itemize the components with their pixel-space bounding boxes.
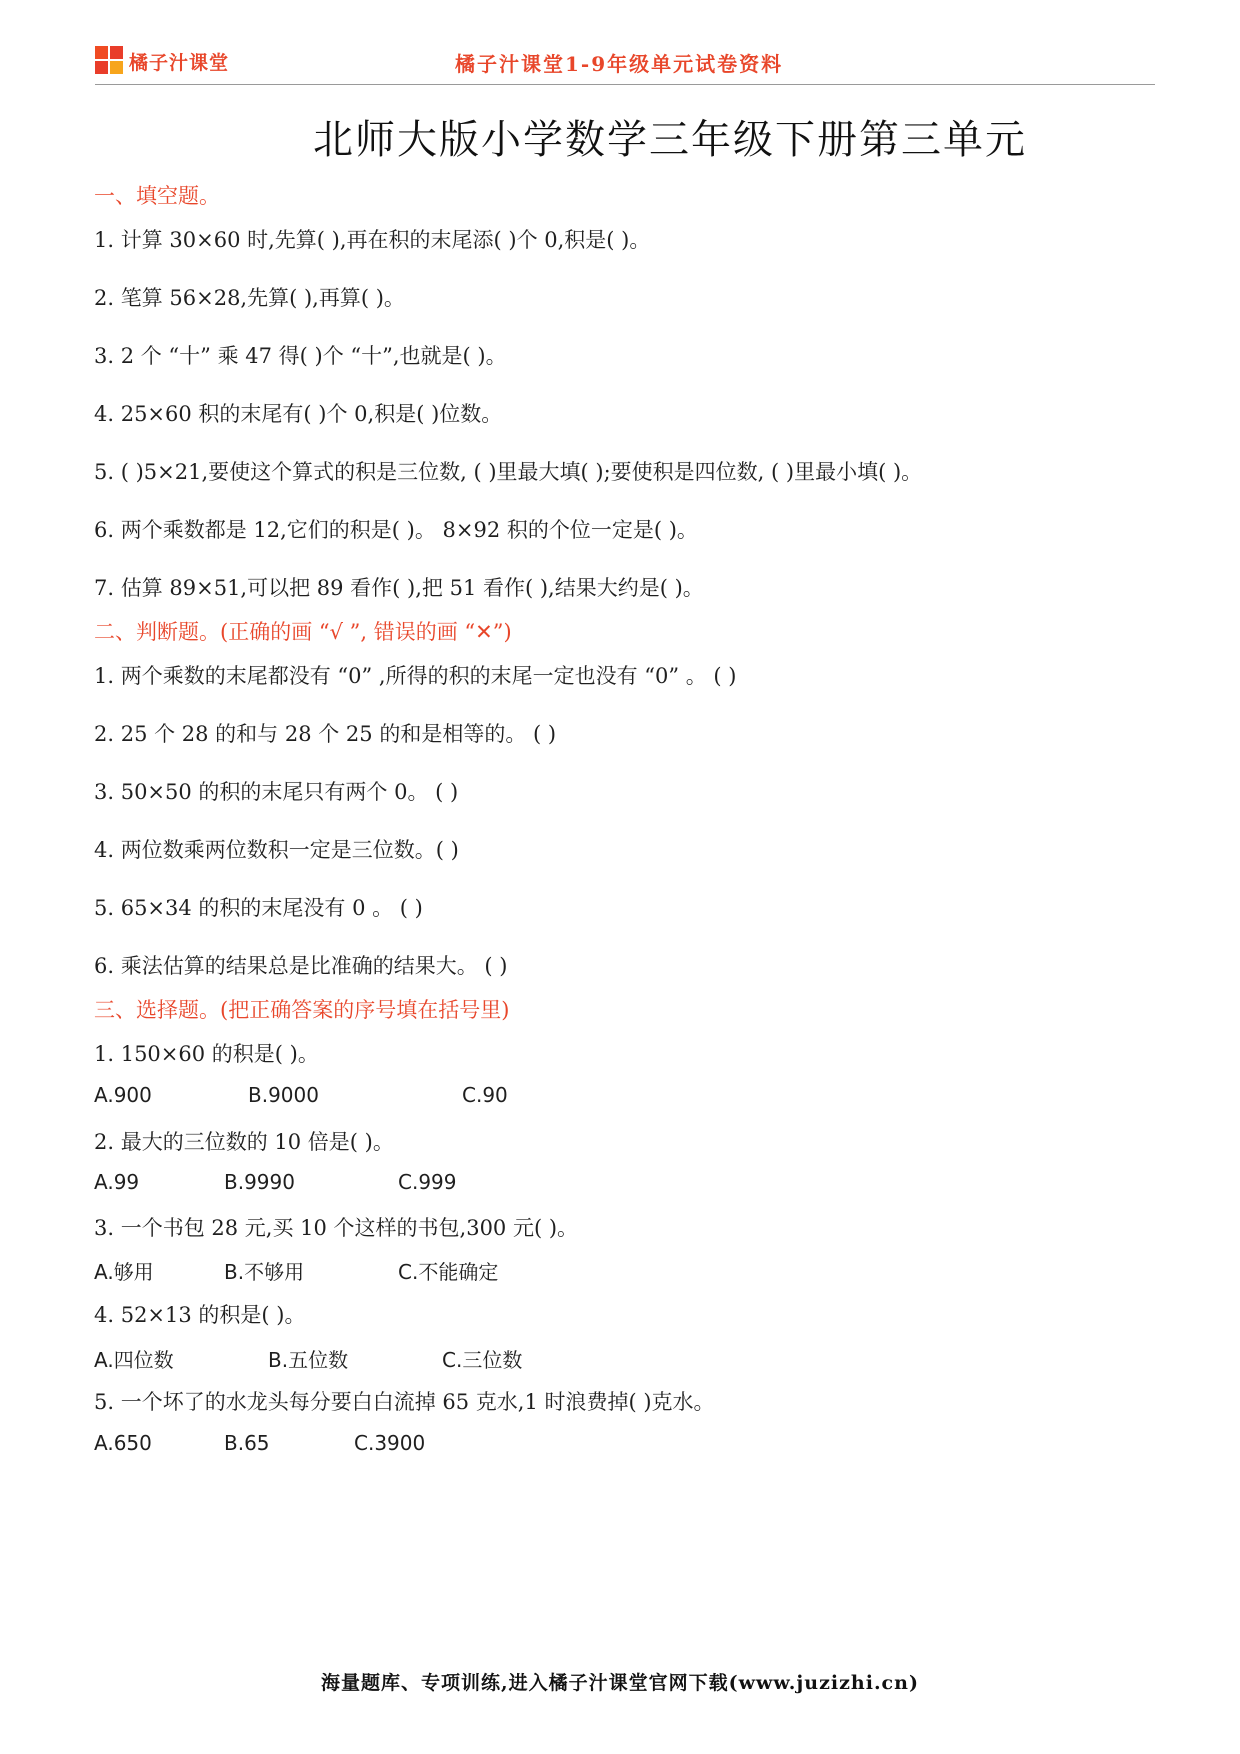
choice-question-4: 4. 52×13 的积是( )。 <box>94 1303 306 1327</box>
choice-question-2: 2. 最大的三位数的 10 倍是( )。 <box>94 1130 394 1154</box>
choice-1-option-b: B.9000 <box>248 1083 319 1107</box>
choice-question-3: 3. 一个书包 28 元,买 10 个这样的书包,300 元( )。 <box>94 1216 579 1240</box>
choice-1-option-c: C.90 <box>462 1083 508 1107</box>
choice-1-option-a: A.900 <box>94 1083 152 1107</box>
judge-question-5: 5. 65×34 的积的末尾没有 0 。 ( ) <box>94 896 423 920</box>
choice-5-option-c: C.3900 <box>354 1431 426 1455</box>
section-heading-true-false: 二、判断题。(正确的画 “√ ”, 错误的画 “✕”) <box>94 620 512 644</box>
fill-question-6: 6. 两个乘数都是 12,它们的积是( )。 8×92 积的个位一定是( )。 <box>94 518 698 542</box>
choice-4-option-b: B.五位数 <box>268 1348 349 1372</box>
document-title: 北师大版小学数学三年级下册第三单元 <box>313 117 1027 163</box>
fill-question-7: 7. 估算 89×51,可以把 89 看作( ),把 51 看作( ),结果大约是( )。 <box>94 576 704 600</box>
header-title: 橘子汁课堂1-9年级单元试卷资料 <box>455 52 784 76</box>
choice-5-option-a: A.650 <box>94 1431 152 1455</box>
fill-question-5: 5. ( )5×21,要使这个算式的积是三位数, ( )里最大填( );要使积是四位数, ( )里最小填( )。 <box>94 460 923 484</box>
fill-question-1: 1. 计算 30×60 时,先算( ),再在积的末尾添( )个 0,积是( )。 <box>94 228 651 252</box>
choice-3-option-b: B.不够用 <box>224 1260 305 1284</box>
choice-3-option-a: A.够用 <box>94 1260 154 1284</box>
choice-question-1: 1. 150×60 的积是( )。 <box>94 1042 319 1066</box>
choice-question-5: 5. 一个坏了的水龙头每分要白白流掉 65 克水,1 时浪费掉( )克水。 <box>94 1390 715 1414</box>
judge-question-4: 4. 两位数乘两位数积一定是三位数。( ) <box>94 838 459 862</box>
brand-logo <box>95 45 229 77</box>
judge-question-1: 1. 两个乘数的末尾都没有 “0” ,所得的积的末尾一定也没有 “0” 。 ( ) <box>94 664 737 688</box>
section-heading-multiple-choice: 三、选择题。(把正确答案的序号填在括号里) <box>94 998 510 1022</box>
logo-text: 橘子汁课堂 <box>129 51 230 74</box>
judge-question-2: 2. 25 个 28 的和与 28 个 25 的和是相等的。 ( ) <box>94 722 557 746</box>
judge-question-3: 3. 50×50 的积的末尾只有两个 0。 ( ) <box>94 780 459 804</box>
judge-question-6: 6. 乘法估算的结果总是比准确的结果大。 ( ) <box>94 954 508 978</box>
choice-4-option-c: C.三位数 <box>442 1348 523 1372</box>
choice-4-option-a: A.四位数 <box>94 1348 174 1372</box>
fill-question-3: 3. 2 个 “十” 乘 47 得( )个 “十”,也就是( )。 <box>94 344 507 368</box>
choice-3-option-c: C.不能确定 <box>398 1260 499 1284</box>
choice-5-option-b: B.65 <box>224 1431 270 1455</box>
page-footer: 海量题库、专项训练,进入橘子汁课堂官网下载(www.juzizhi.cn) <box>321 1672 919 1694</box>
logo-icon <box>95 46 123 76</box>
header-divider <box>95 84 1155 85</box>
fill-question-4: 4. 25×60 积的末尾有( )个 0,积是( )位数。 <box>94 402 503 426</box>
choice-2-option-c: C.999 <box>398 1170 457 1194</box>
choice-2-option-a: A.99 <box>94 1170 140 1194</box>
section-heading-fill-blank: 一、填空题。 <box>94 184 220 208</box>
fill-question-2: 2. 笔算 56×28,先算( ),再算( )。 <box>94 286 405 310</box>
page-header <box>95 40 1155 88</box>
choice-2-option-b: B.9990 <box>224 1170 295 1194</box>
